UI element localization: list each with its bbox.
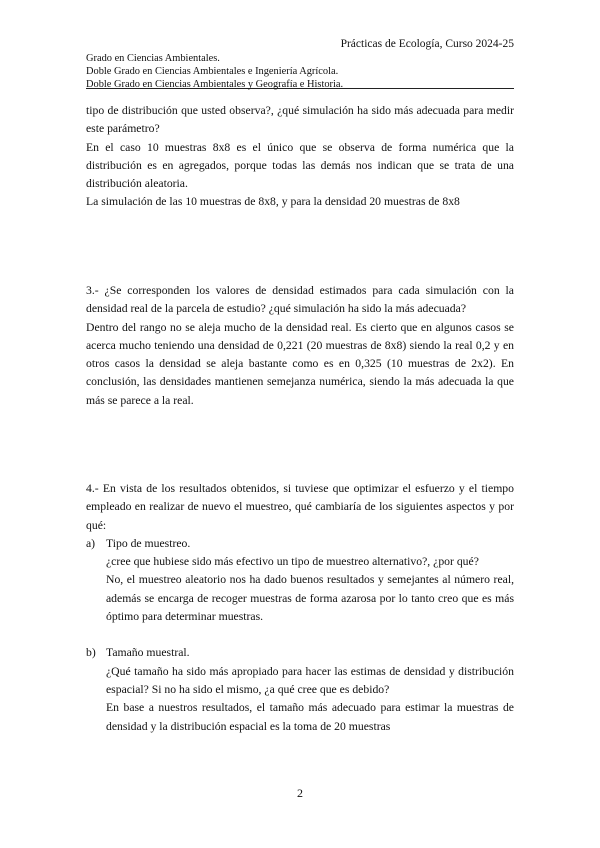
degree-line: Doble Grado en Ciencias Ambientales y Geografía e Historia.: [86, 79, 344, 90]
header-divider: [86, 88, 514, 89]
answer-3: Dentro del rango no se aleja mucho de la densidad real. Es cierto que en algunos casos se acerca mucho teniendo una densidad de 0,221 (20 muestras de 8x8) siendo la real 0,2 y en otros casos la densidad se aleja bastante como es en 0,325 (10 muestras de 2x2). En conclusión, las densidades mantienen semejanza numérica, siendo la más adecuada la que más se parece a la real.: [86, 320, 514, 407]
item-title: Tamaño muestral.: [106, 646, 190, 660]
item-question: ¿cree que hubiese sido más efectivo un tipo de muestreo alternativo?, ¿por qué?: [106, 555, 479, 569]
item-answer: En base a nuestros resultados, el tamaño más adecuado para estimar la muestras de densidad y la distribución espacial es la toma de 20 muestras: [106, 701, 514, 733]
item-answer: No, el muestreo aleatorio nos ha dado buenos resultados y semejantes al número real, además se encarga de recoger muestras de forma azarosa por lo tanto creo que es más óptimo para determinar muestras.: [106, 573, 514, 624]
section-3: [86, 282, 514, 410]
item-question: ¿Qué tamaño ha sido más apropiado para hacer las estimas de densidad y distribución espacial? Si no ha sido el mismo, ¿a qué cree que es debido?: [106, 664, 514, 696]
item-title: Tipo de muestreo.: [106, 536, 191, 550]
page-number: 2: [297, 786, 303, 800]
section-2: [86, 102, 514, 212]
question-3: 3.- ¿Se corresponden los valores de densidad estimados para cada simulación con la densidad real de la parcela de estudio? ¿qué simulación ha sido la más adecuada?: [86, 284, 514, 316]
section-4: [86, 480, 514, 736]
answer-2-paragraph: En el caso 10 muestras 8x8 es el único que se observa de forma numérica que la distribución es en agregados, porque todas las demás nos indican que se trata de una distribución aleatoria.: [86, 140, 514, 191]
item-marker: b): [86, 646, 96, 660]
question-4: 4.- En vista de los resultados obtenidos, si tuviese que optimizar el esfuerzo y el tiempo empleado en realizar de nuevo el muestreo, qué cambiaría de los siguientes aspectos y por qué:: [86, 482, 514, 532]
question-2-end: tipo de distribución que usted observa?, ¿qué simulación ha sido más adecuada para medir este parámetro?: [86, 104, 514, 136]
degree-line: Doble Grado en Ciencias Ambientales e Ingeniería Agrícola.: [86, 66, 339, 77]
sub-question-a: [86, 535, 514, 553]
sub-question-b: [86, 644, 514, 662]
degree-header: [86, 52, 343, 91]
course-header: Prácticas de Ecología, Curso 2024-25: [340, 38, 514, 50]
answer-2-summary: La simulación de las 10 muestras de 8x8, y para la densidad 20 muestras de 8x8: [86, 195, 460, 209]
degree-line: Grado en Ciencias Ambientales.: [86, 53, 220, 64]
item-marker: a): [86, 536, 96, 550]
